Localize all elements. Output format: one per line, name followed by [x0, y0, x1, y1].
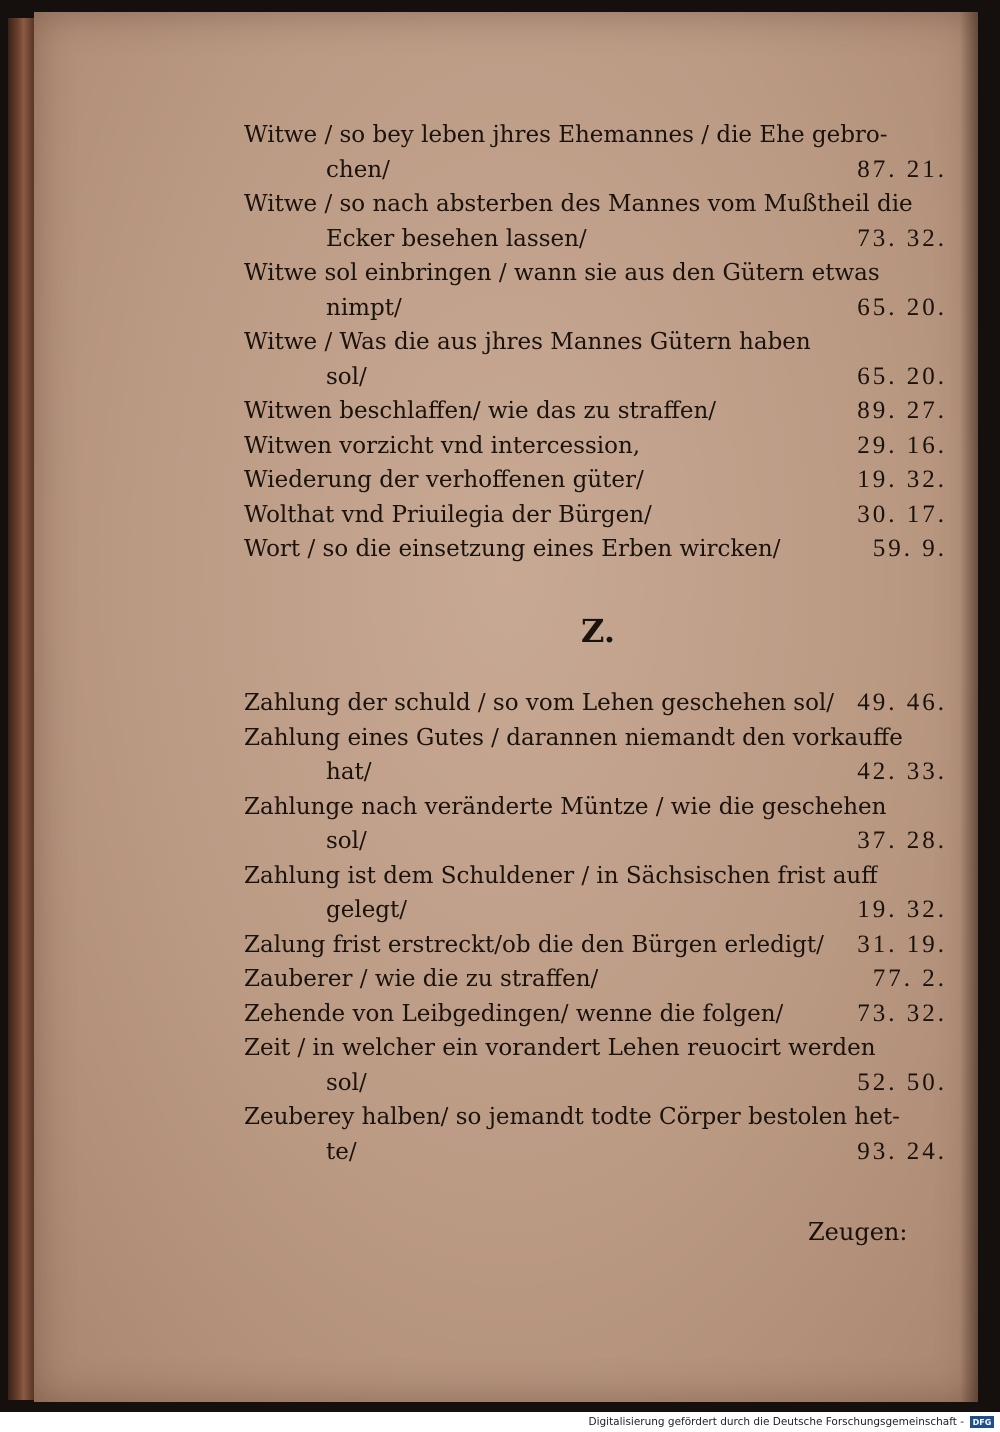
entry-text: sol/	[326, 363, 367, 390]
entry-text: Ecker besehen lassen/	[326, 225, 587, 252]
entry-reference: 29. 16.	[857, 431, 947, 459]
index-entry-line	[244, 1135, 959, 1170]
entry-text: Wort / so die einsetzung eines Erben wircken/	[244, 536, 781, 562]
index-entry-line	[244, 498, 959, 533]
entry-text: Witwe sol einbringen / wann sie aus den Gütern etwas	[244, 260, 880, 286]
entry-text: Zehende von Leibgedingen/ wenne die folgen/	[244, 1000, 784, 1027]
index-entry-line	[244, 118, 959, 153]
entry-text: Witwe / Was die aus jhres Mannes Gütern haben	[244, 329, 811, 355]
entry-text: Witwe / so nach absterben des Mannes vom Mußtheil die	[244, 191, 913, 217]
entry-text: gelegt/	[326, 897, 408, 923]
entry-reference: 37. 28.	[857, 827, 947, 854]
entry-reference: 49. 46.	[857, 689, 947, 716]
entry-reference: 65. 20.	[857, 362, 947, 390]
entry-text: Wiederung der verhoffenen güter/	[244, 467, 644, 493]
entry-reference: 42. 33.	[857, 758, 947, 785]
index-entry-line	[244, 962, 959, 997]
index-entry-line	[244, 429, 959, 464]
index-entry-line	[244, 755, 959, 790]
entry-reference: 73. 32.	[857, 999, 947, 1027]
index-entries-w	[244, 118, 959, 567]
funding-notice: Digitalisierung gefördert durch die Deutsche Forschungsgemeinschaft -	[588, 1416, 964, 1428]
entry-text: sol/	[326, 828, 367, 854]
entry-text: Zahlunge nach veränderte Müntze / wie die geschehen	[244, 793, 887, 820]
index-entry-line	[244, 859, 959, 894]
index-entry-line	[244, 790, 959, 825]
entry-text: Zeit / in welcher ein vorandert Lehen reuocirt werden	[244, 1035, 876, 1061]
entry-text: Zahlung eines Gutes / darannen niemandt den vorkauffe	[244, 724, 903, 751]
entry-text: chen/	[326, 156, 390, 183]
index-entry-line	[244, 222, 959, 257]
entry-reference: 30. 17.	[857, 500, 947, 528]
page-edge	[8, 18, 34, 1400]
index-entry-line	[244, 325, 959, 360]
index-entry-line	[244, 394, 959, 429]
section-heading: Z.	[581, 612, 615, 650]
entry-text: Wolthat vnd Priuilegia der Bürgen/	[244, 501, 652, 528]
entry-reference: 31. 19.	[857, 930, 947, 958]
entry-text: Witwe / so bey leben jhres Ehemannes / die Ehe gebro-	[244, 122, 888, 148]
catchword: Zeugen:	[808, 1218, 908, 1246]
entry-text: Witwen beschlaffen/ wie das zu straffen/	[244, 398, 717, 424]
index-entry-line	[244, 1031, 959, 1066]
index-entries-z	[244, 686, 959, 1169]
footer-bar	[0, 1412, 1000, 1432]
index-entry-line	[244, 686, 959, 721]
index-entry-line	[244, 1066, 959, 1101]
entry-reference: 52. 50.	[857, 1068, 947, 1096]
entry-text: Zauberer / wie die zu straffen/	[244, 966, 599, 992]
index-entry-line	[244, 721, 959, 756]
entry-text: nimpt/	[326, 294, 402, 321]
entry-reference: 93. 24.	[857, 1137, 947, 1165]
index-entry-line	[244, 256, 959, 291]
entry-reference: 19. 32.	[857, 466, 947, 493]
index-entry-line	[244, 187, 959, 222]
index-entry-line	[244, 997, 959, 1032]
entry-reference: 19. 32.	[857, 896, 947, 923]
entry-reference: 59. 9.	[872, 535, 947, 562]
index-entry-line	[244, 153, 959, 188]
entry-text: Zalung frist erstreckt/ob die den Bürgen erledigt/	[244, 931, 824, 958]
index-entry-line	[244, 291, 959, 326]
index-entry-line	[244, 928, 959, 963]
entry-text: sol/	[326, 1069, 367, 1096]
dfg-logo-icon: DFG	[970, 1416, 994, 1428]
entry-reference: 77. 2.	[872, 965, 947, 992]
page-gutter-shadow	[960, 12, 978, 1402]
entry-text: Witwen vorzicht vnd intercession,	[244, 432, 641, 459]
index-entry-line	[244, 1100, 959, 1135]
index-entry-line	[244, 532, 959, 567]
entry-text: hat/	[326, 759, 372, 785]
entry-text: Zeuberey halben/ so jemandt todte Cörper bestolen het-	[244, 1104, 900, 1130]
entry-reference: 89. 27.	[857, 397, 947, 424]
index-entry-line	[244, 824, 959, 859]
index-entry-line	[244, 893, 959, 928]
entry-reference: 65. 20.	[857, 293, 947, 321]
index-entry-line	[244, 360, 959, 395]
index-entry-line	[244, 463, 959, 498]
entry-text: Zahlung der schuld / so vom Lehen geschehen sol/	[244, 690, 835, 716]
entry-text: Zahlung ist dem Schuldener / in Sächsischen frist auff	[244, 862, 878, 889]
entry-text: te/	[326, 1138, 357, 1165]
entry-reference: 87. 21.	[857, 155, 947, 183]
entry-reference: 73. 32.	[857, 224, 947, 252]
